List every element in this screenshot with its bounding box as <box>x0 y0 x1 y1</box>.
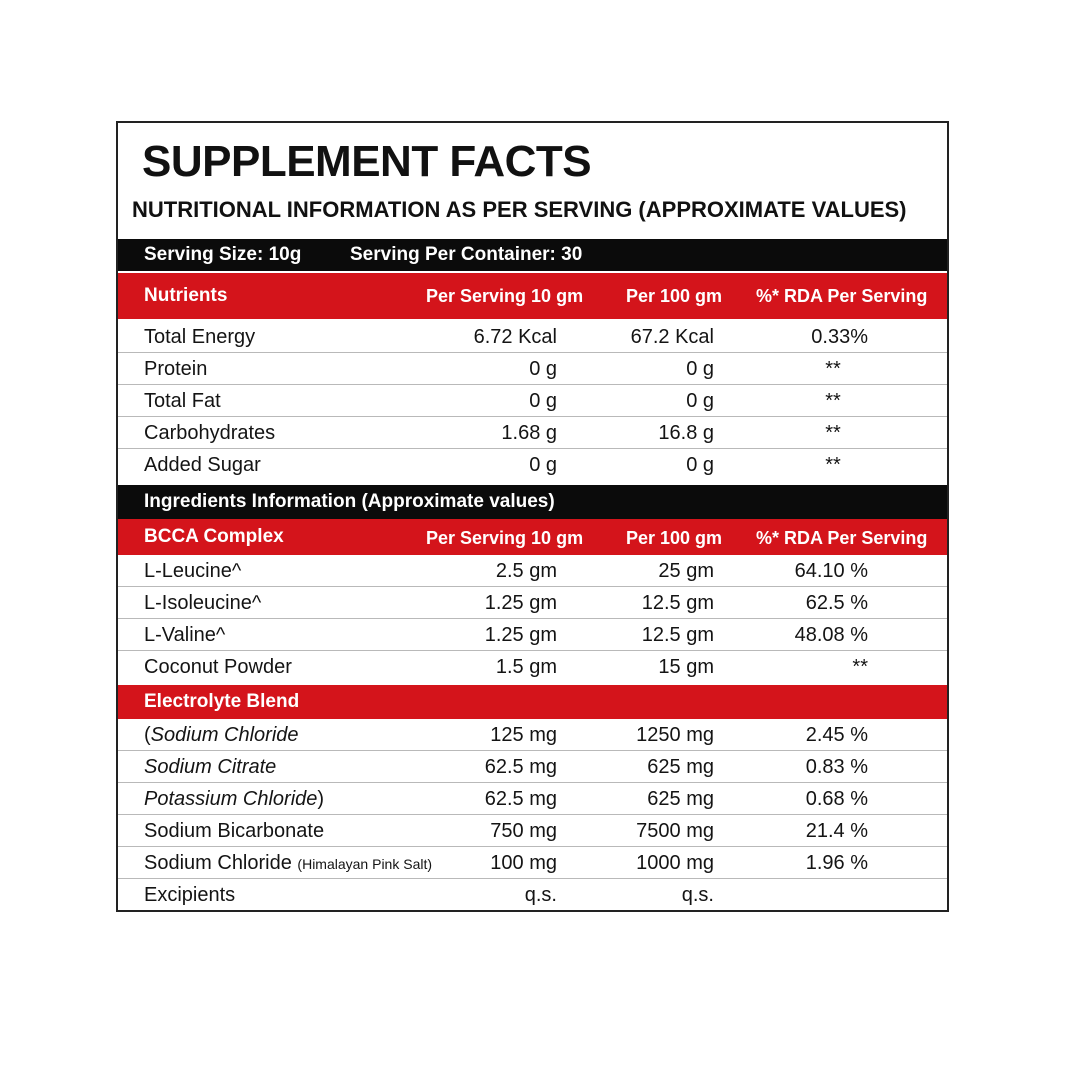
row-per-serving: 1.25 gm <box>484 624 557 646</box>
row-per-serving: 62.5 mg <box>484 788 557 810</box>
serving-size: Serving Size: 10g <box>144 244 302 265</box>
row-per-100: 0 g <box>686 358 714 380</box>
row-per-100: 7500 mg <box>636 820 714 842</box>
row-rda: 2.45 % <box>805 724 868 746</box>
row-per-serving: 0 g <box>529 454 557 476</box>
col-per-serving: Per Serving 10 gm <box>426 528 584 548</box>
row-per-serving: 0 g <box>529 358 557 380</box>
col-per-100: Per 100 gm <box>626 285 723 306</box>
table-row <box>118 879 947 911</box>
row-per-100: 0 g <box>686 454 714 476</box>
row-name: Excipients <box>144 884 236 906</box>
row-rda: 0.68 % <box>805 788 868 810</box>
row-name <box>144 755 276 779</box>
row-per-100: 1000 mg <box>636 852 714 874</box>
row-rda: ** <box>825 390 841 412</box>
row-per-serving: 1.5 gm <box>495 656 557 678</box>
supplement-facts-panel <box>116 121 949 912</box>
row-per-100: 1250 mg <box>636 724 714 746</box>
ingredients-header <box>118 485 947 519</box>
row-name: Total Fat <box>144 390 221 412</box>
row-rda: 0.83 % <box>805 756 868 778</box>
row-per-serving: 1.68 g <box>501 422 557 444</box>
table-row <box>118 719 947 751</box>
row-per-serving: 1.25 gm <box>484 592 557 614</box>
subtitle: NUTRITIONAL INFORMATION AS PER SERVING (APPROXIMATE VALUES) <box>132 197 907 222</box>
col-per-100: Per 100 gm <box>626 528 723 548</box>
row-per-100: 12.5 gm <box>641 624 714 646</box>
row-name: Sodium Bicarbonate <box>144 820 325 842</box>
row-name: L-Valine^ <box>144 624 226 646</box>
table-row <box>118 815 947 847</box>
row-rda: 48.08 % <box>794 624 868 646</box>
table-row <box>118 449 947 481</box>
row-per-serving: 2.5 gm <box>495 560 557 582</box>
row-rda: ** <box>825 422 841 444</box>
row-per-serving: 62.5 mg <box>484 756 557 778</box>
row-per-100: 67.2 Kcal <box>630 326 714 348</box>
table-row <box>118 847 947 879</box>
row-name: Protein <box>144 358 208 380</box>
row-per-100: 15 gm <box>658 656 714 678</box>
row-per-100: q.s. <box>681 884 714 906</box>
table-row <box>118 751 947 783</box>
table-row <box>118 321 947 353</box>
row-per-100: 25 gm <box>658 560 714 582</box>
table-row <box>118 587 947 619</box>
row-rda: ** <box>825 454 841 476</box>
ingredient-name: Sodium Citrate <box>144 756 277 778</box>
row-name <box>144 787 324 811</box>
row-per-serving: 100 mg <box>490 852 557 874</box>
row-rda: 1.96 % <box>805 852 868 874</box>
nutrients-header <box>118 273 947 319</box>
row-rda: 21.4 % <box>805 820 868 842</box>
electrolyte-header-label: Electrolyte Blend <box>144 691 300 712</box>
row-name: Total Energy <box>144 326 256 348</box>
table-row <box>118 651 947 683</box>
row-per-serving: 125 mg <box>490 724 557 746</box>
ingredient-note: (Himalayan Pink Salt) <box>297 856 433 872</box>
serving-bar <box>118 239 947 271</box>
electrolyte-header <box>118 685 947 719</box>
bcca-header <box>118 519 947 555</box>
row-name: Coconut Powder <box>144 656 292 678</box>
row-per-100: 625 mg <box>647 756 714 778</box>
close-paren: ) <box>317 788 325 810</box>
ingredient-name: Potassium Chloride <box>144 788 318 810</box>
ingredient-name: Sodium Chloride <box>150 724 299 746</box>
table-row <box>118 385 947 417</box>
table-row <box>118 783 947 815</box>
bcca-header-label: BCCA Complex <box>144 526 284 547</box>
row-per-100: 625 mg <box>647 788 714 810</box>
row-per-serving: 6.72 Kcal <box>473 326 557 348</box>
row-rda: 62.5 % <box>805 592 868 614</box>
col-rda: %* RDA Per Serving <box>756 285 928 306</box>
servings-per-container: Serving Per Container: 30 <box>350 244 583 265</box>
nutrients-header-label: Nutrients <box>144 285 228 306</box>
row-name: L-Leucine^ <box>144 560 242 582</box>
row-rda: 64.10 % <box>794 560 868 582</box>
row-per-100: 12.5 gm <box>641 592 714 614</box>
row-per-100: 0 g <box>686 390 714 412</box>
row-name <box>144 851 432 876</box>
table-row <box>118 555 947 587</box>
row-per-serving: 0 g <box>529 390 557 412</box>
row-per-100: 16.8 g <box>658 422 714 444</box>
open-paren: ( <box>144 724 151 746</box>
col-rda: %* RDA Per Serving <box>756 528 928 548</box>
table-row <box>118 353 947 385</box>
table-row <box>118 619 947 651</box>
row-name <box>144 723 299 747</box>
row-rda: 0.33% <box>811 326 868 348</box>
page-title: SUPPLEMENT FACTS <box>142 137 592 186</box>
row-name: Added Sugar <box>144 454 261 476</box>
row-name: Carbohydrates <box>144 422 276 444</box>
row-per-serving: 750 mg <box>490 820 557 842</box>
ingredients-header-label: Ingredients Information (Approximate values) <box>144 491 555 512</box>
row-name: L-Isoleucine^ <box>144 592 262 614</box>
row-rda: ** <box>825 358 841 380</box>
col-per-serving: Per Serving 10 gm <box>426 285 584 306</box>
row-per-serving: q.s. <box>524 884 557 906</box>
table-row <box>118 417 947 449</box>
ingredient-name: Sodium Chloride <box>144 852 292 874</box>
row-rda: ** <box>852 656 868 678</box>
